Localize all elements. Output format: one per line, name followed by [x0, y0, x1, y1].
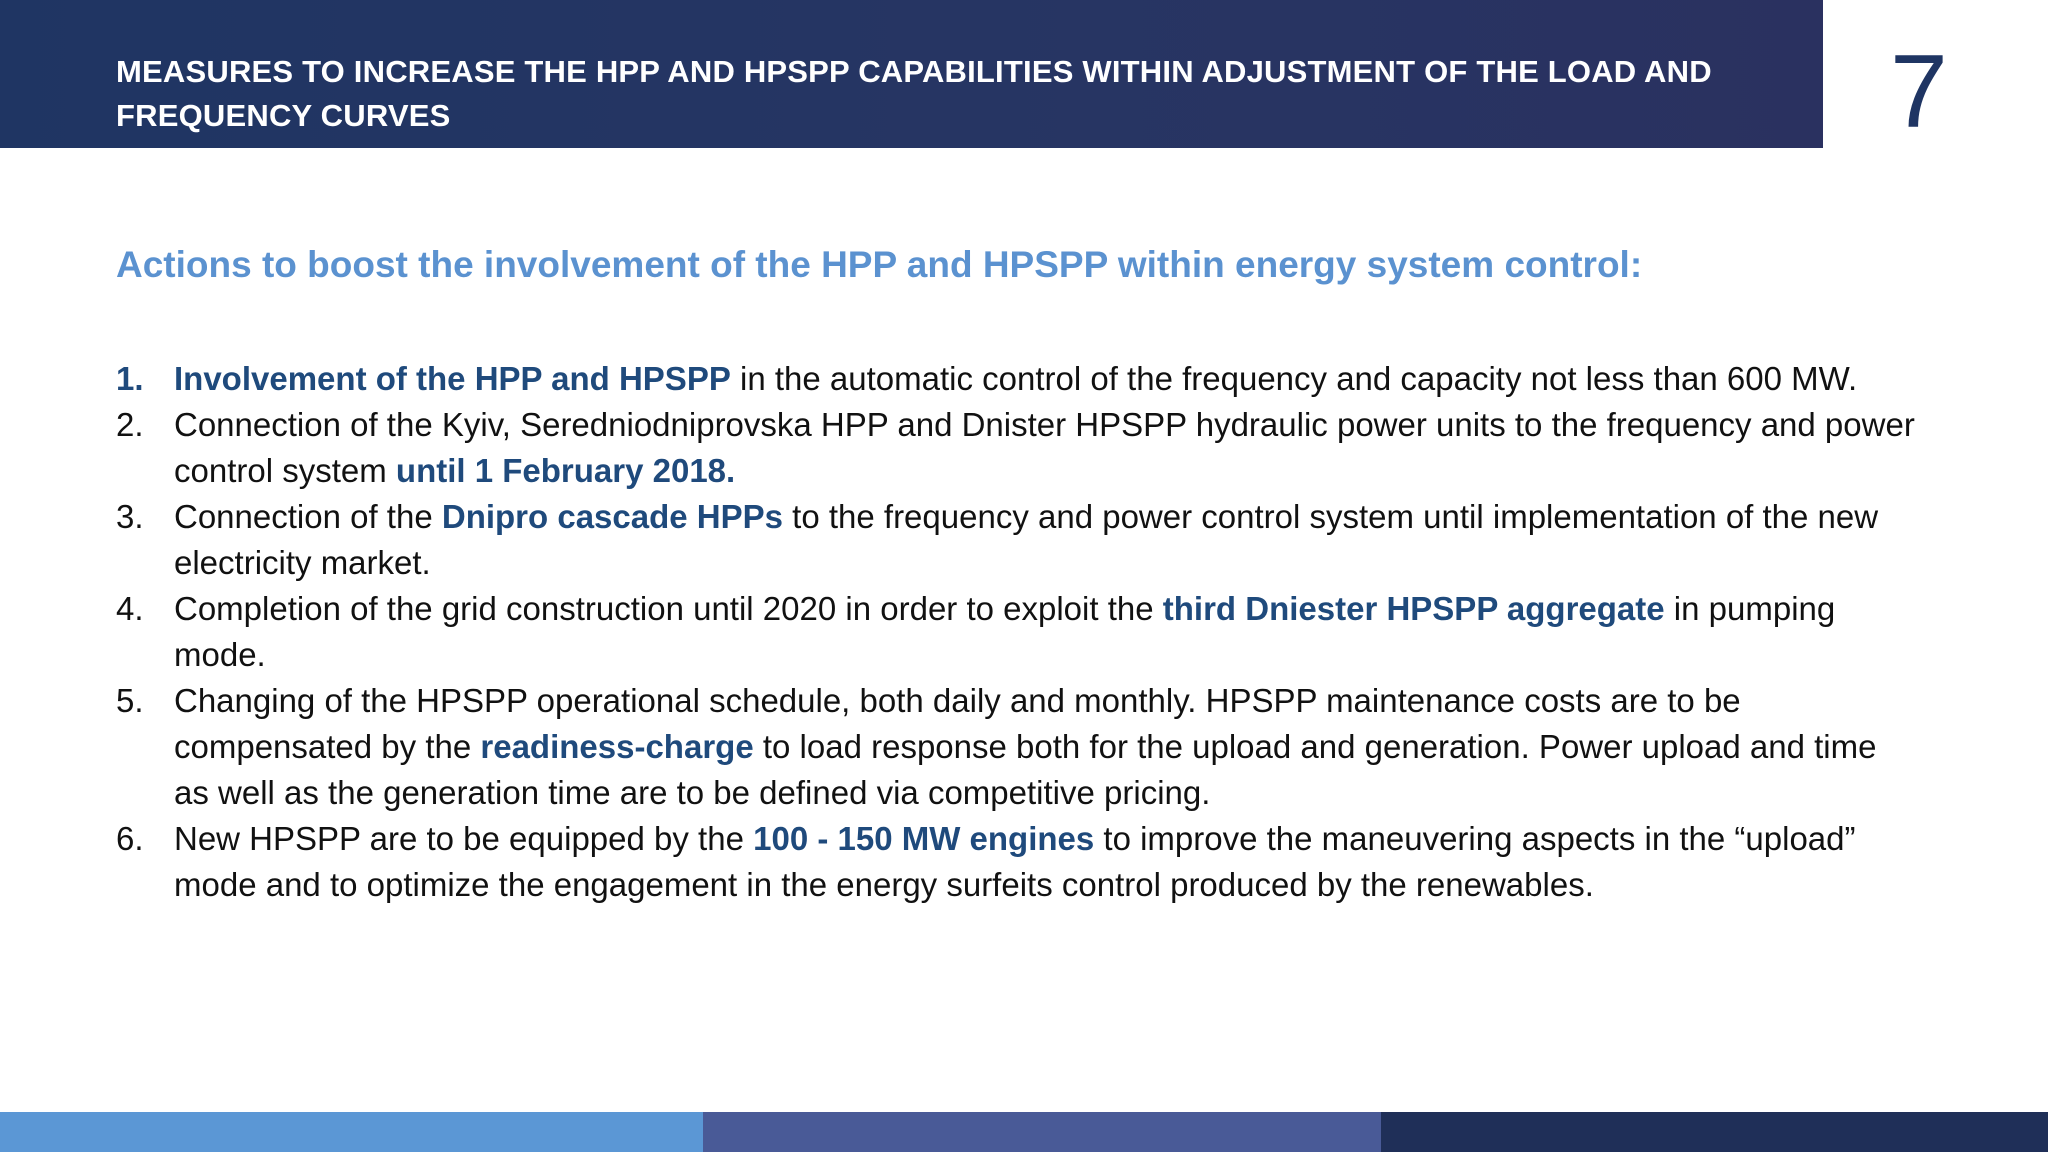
action-text: in the automatic control of the frequency and capacity not less than 600 MW. — [730, 360, 1858, 397]
action-item-6 — [116, 816, 1916, 908]
action-item-1 — [116, 356, 1916, 402]
action-text: Connection of the — [174, 498, 442, 535]
action-number: 4. — [116, 590, 144, 627]
action-text: to improve the maneuvering aspects in the “upload” mode and to optimize the engagement in the energy surfeits control produced by the renewables. — [174, 820, 1856, 903]
action-item-4 — [116, 586, 1916, 678]
action-item-2 — [116, 402, 1916, 494]
header-band — [0, 0, 1823, 148]
action-number: 3. — [116, 498, 144, 535]
action-text: Changing of the HPSPP operational schedule, both daily and monthly. HPSPP maintenance costs are to be compensated by the — [174, 682, 1741, 765]
action-highlight: Dnipro cascade HPPs — [441, 498, 783, 535]
action-text: to load response both for the upload and generation. Power upload and time as well as the generation time are to be defined via competitive pricing. — [174, 728, 1877, 811]
footer-segment-light — [0, 1112, 703, 1152]
action-list — [116, 356, 1916, 908]
action-text: New HPSPP are to be equipped by the — [174, 820, 754, 857]
action-text: Completion of the grid construction until 2020 in order to exploit the — [174, 590, 1163, 627]
action-text: in pumping mode. — [174, 590, 1836, 673]
action-highlight: 100 - 150 MW engines — [753, 820, 1095, 857]
slide-title: MEASURES TO INCREASE THE HPP AND HPSPP CAPABILITIES WITHIN ADJUSTMENT OF THE LOAD AND FREQUENCY CURVES — [116, 54, 1712, 133]
action-highlight: until 1 February 2018. — [395, 452, 736, 489]
action-number: 2. — [116, 406, 144, 443]
footer-segment-dark — [1381, 1112, 2048, 1152]
action-number: 5. — [116, 682, 144, 719]
action-number: 6. — [116, 820, 144, 857]
footer-band — [0, 1112, 2048, 1152]
action-text: to the frequency and power control system until implementation of the new electricity market. — [174, 498, 1879, 581]
action-number: 1. — [116, 360, 144, 397]
page-number: 7 — [1890, 34, 1948, 150]
action-highlight: Involvement of the HPP and HPSPP — [174, 360, 731, 397]
action-highlight: third Dniester HPSPP aggregate — [1162, 590, 1665, 627]
action-item-5 — [116, 678, 1916, 816]
action-text: Connection of the Kyiv, Seredniodniprovska HPP and Dnister HPSPP hydraulic power units to the frequency and power control system — [174, 406, 1915, 489]
action-highlight: readiness-charge — [480, 728, 754, 765]
footer-segment-mid — [703, 1112, 1381, 1152]
section-subtitle: Actions to boost the involvement of the HPP and HPSPP within energy system control: — [116, 244, 1643, 285]
action-item-3 — [116, 494, 1916, 586]
